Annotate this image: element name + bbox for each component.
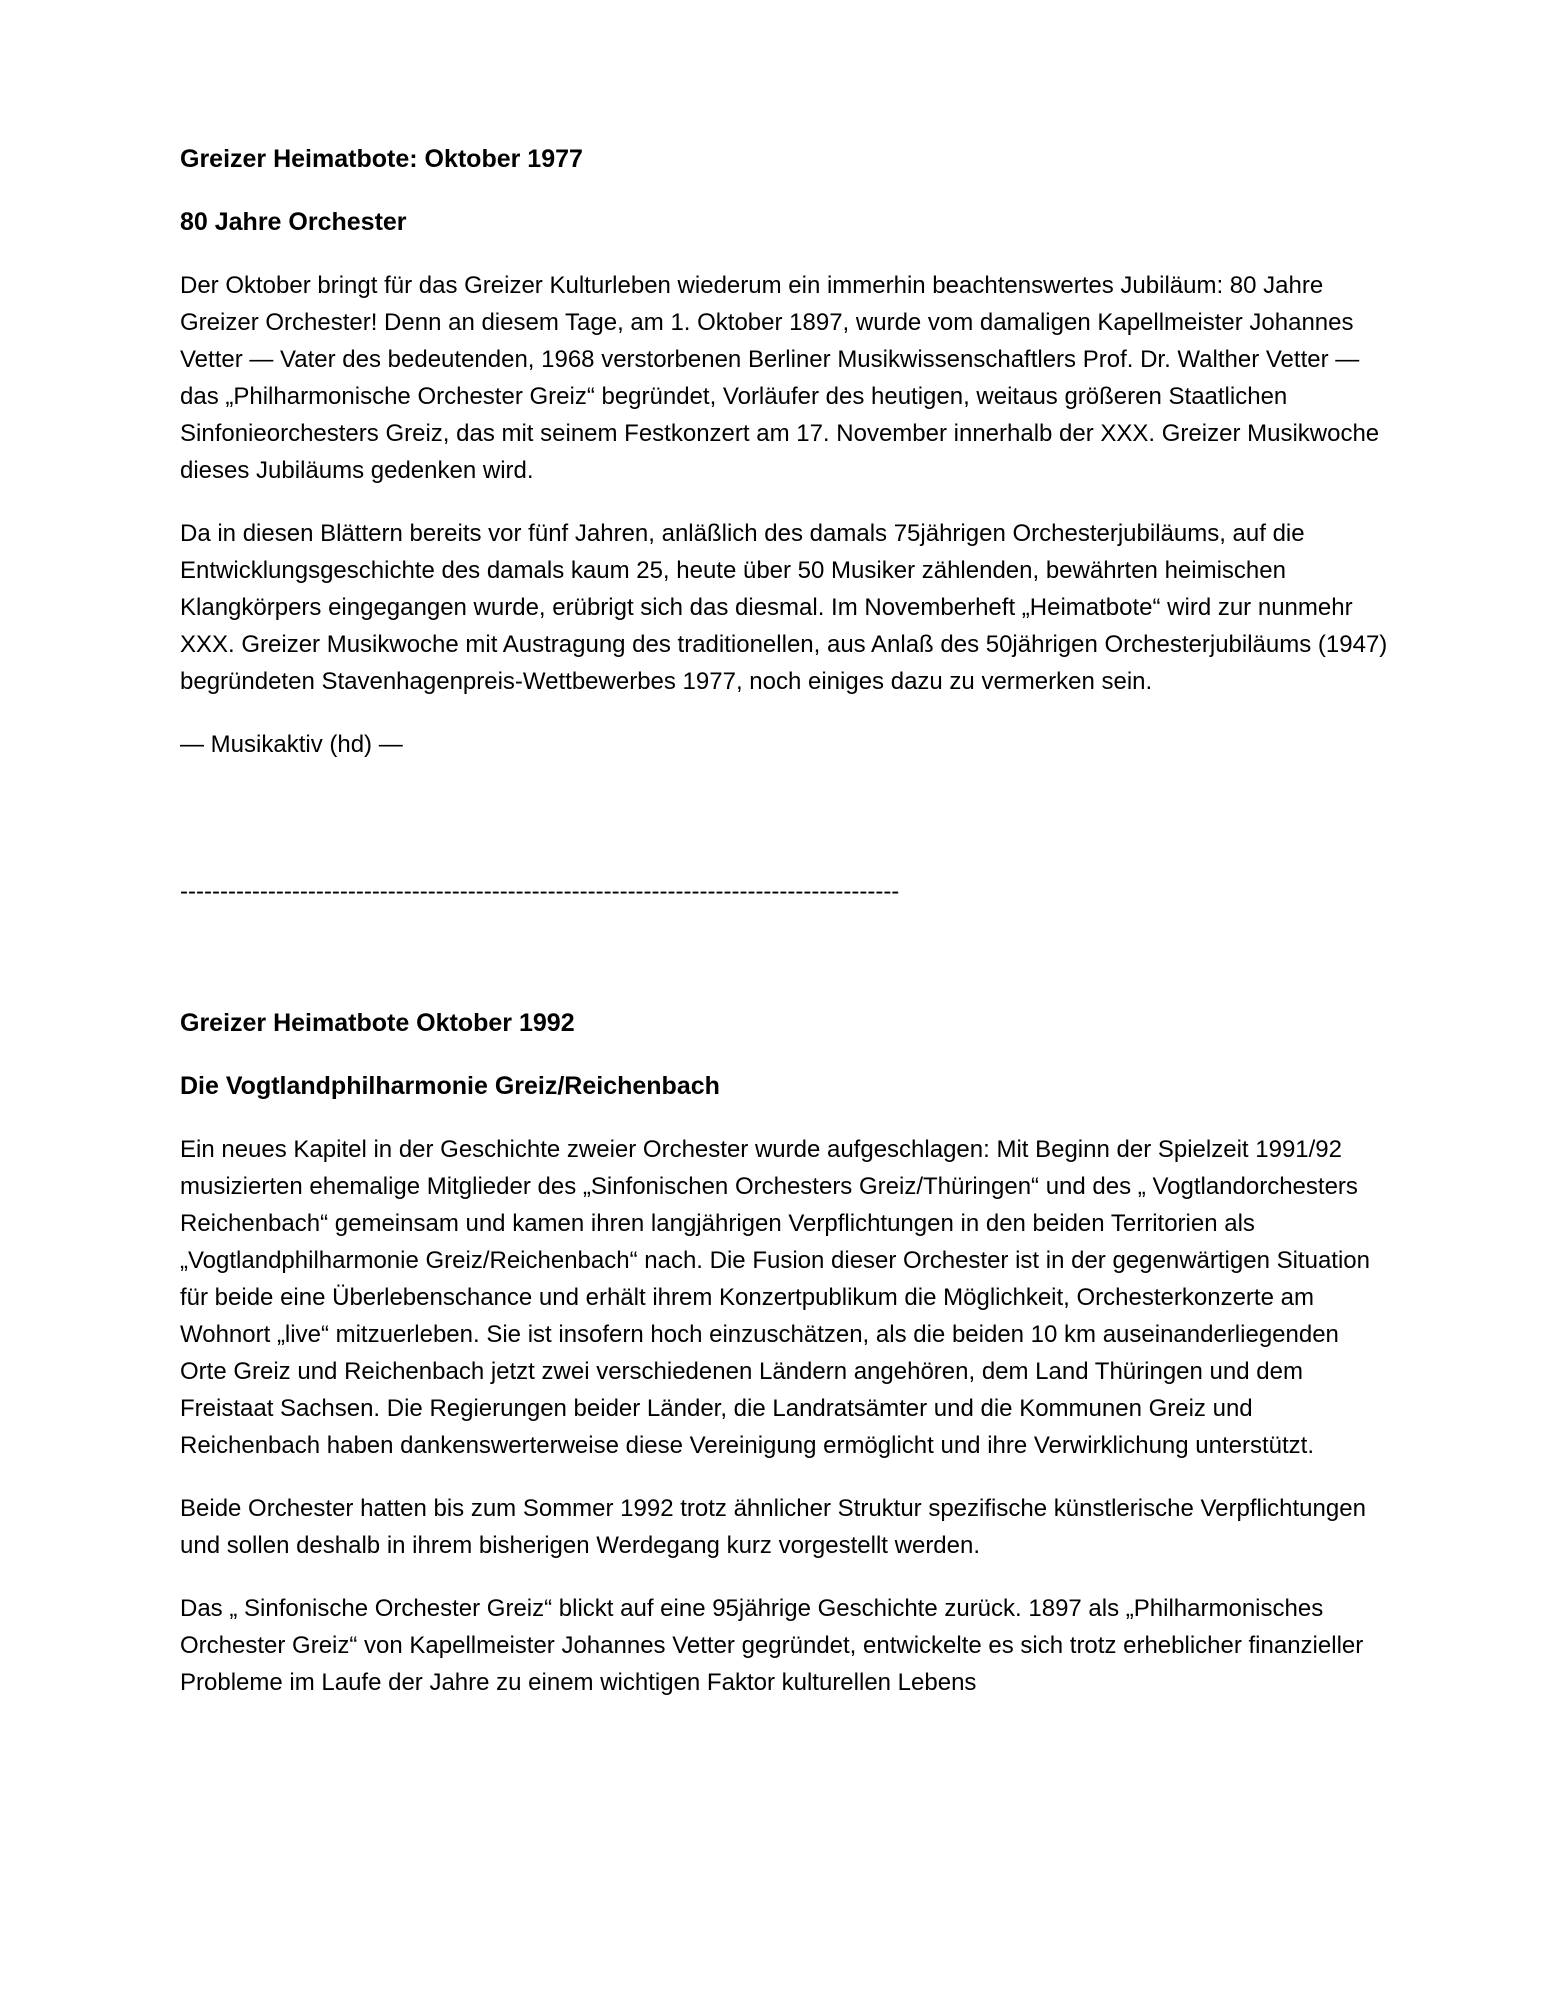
article-1977-paragraph-2: Da in diesen Blättern bereits vor fünf Jahren, anläßlich des damals 75jährigen Orchesterjubiläums, auf die Entwicklungsgeschichte des damals kaum 25, heute über 50 Musiker zählenden, bewährten heimischen Klangkörpers eingegangen wurde, erübrigt sich das diesmal. Im Novemberheft „Heimatbote“ wird zur nunmehr XXX. Greizer Musikwoche mit Austragung des traditionellen, aus Anlaß des 50jährigen Orchesterjubiläums (1947) begründeten Stavenhagenpreis-Wettbewerbes 1977, noch einiges dazu zu vermerken sein. <box>180 520 1388 695</box>
article-1977-heading: 80 Jahre Orchester <box>180 208 407 236</box>
article-1992-paragraph-2: Beide Orchester hatten bis zum Sommer 1992 trotz ähnlicher Struktur spezifische künstlerische Verpflichtungen und sollen deshalb in ihrem bisherigen Werdegang kurz vorgestellt werden. <box>180 1495 1366 1559</box>
article-1977-signature: — Musikaktiv (hd) — <box>180 731 403 758</box>
article-1992-paragraph-3: Das „ Sinfonische Orchester Greiz“ blickt auf eine 95jährige Geschichte zurück. 1897 als „Philharmonisches Orchester Greiz“ von Kapellmeister Johannes Vetter gegründet, entwickelte es sich trotz erheblicher finanzieller Probleme im Laufe der Jahre zu einem wichtigen Faktor kulturellen Lebens <box>180 1595 1364 1696</box>
dashed-separator-line: ------------------------------------------------------------------------------------------ <box>180 878 900 905</box>
article-1992-heading: Die Vogtlandphilharmonie Greiz/Reichenbach <box>180 1072 720 1100</box>
article-1977-title: Greizer Heimatbote: Oktober 1977 <box>180 145 583 173</box>
article-1992-paragraph-1: Ein neues Kapitel in der Geschichte zweier Orchester wurde aufgeschlagen: Mit Beginn der Spielzeit 1991/92 musizierten ehemalige Mitglieder des „Sinfonischen Orchesters Greiz/Thüringen“ und des „ Vogtlandorchesters Reichenbach“ gemeinsam und kamen ihren langjährigen Verpflichtungen in den beiden Territorien als „Vogtlandphilharmonie Greiz/Reichenbach“ nach. Die Fusion dieser Orchester ist in der gegenwärtigen Situation für beide eine Überlebenschance und erhält ihrem Konzertpublikum die Möglichkeit, Orchesterkonzerte am Wohnort „live“ mitzuerleben. Sie ist insofern hoch einzuschätzen, als die beiden 10 km auseinanderliegenden Orte Greiz und Reichenbach jetzt zwei verschiedenen Ländern angehören, dem Land Thüringen und dem Freistaat Sachsen. Die Regierungen beider Länder, die Landratsämter und die Kommunen Greiz und Reichenbach haben dankenswerterweise diese Vereinigung ermöglicht und ihre Verwirklichung unterstützt. <box>180 1136 1370 1459</box>
article-1992-title: Greizer Heimatbote Oktober 1992 <box>180 1009 575 1037</box>
article-1977-paragraph-1: Der Oktober bringt für das Greizer Kulturleben wiederum ein immerhin beachtenswertes Jubiläum: 80 Jahre Greizer Orchester! Denn an diesem Tage, am 1. Oktober 1897, wurde vom damaligen Kapellmeister Johannes Vetter — Vater des bedeutenden, 1968 verstorbenen Berliner Musikwissenschaftlers Prof. Dr. Walther Vetter — das „Philharmonische Orchester Greiz“ begründet, Vorläufer des heutigen, weitaus größeren Staatlichen Sinfonieorchesters Greiz, das mit seinem Festkonzert am 17. November innerhalb der XXX. Greizer Musikwoche dieses Jubiläums gedenken wird. <box>180 272 1380 484</box>
